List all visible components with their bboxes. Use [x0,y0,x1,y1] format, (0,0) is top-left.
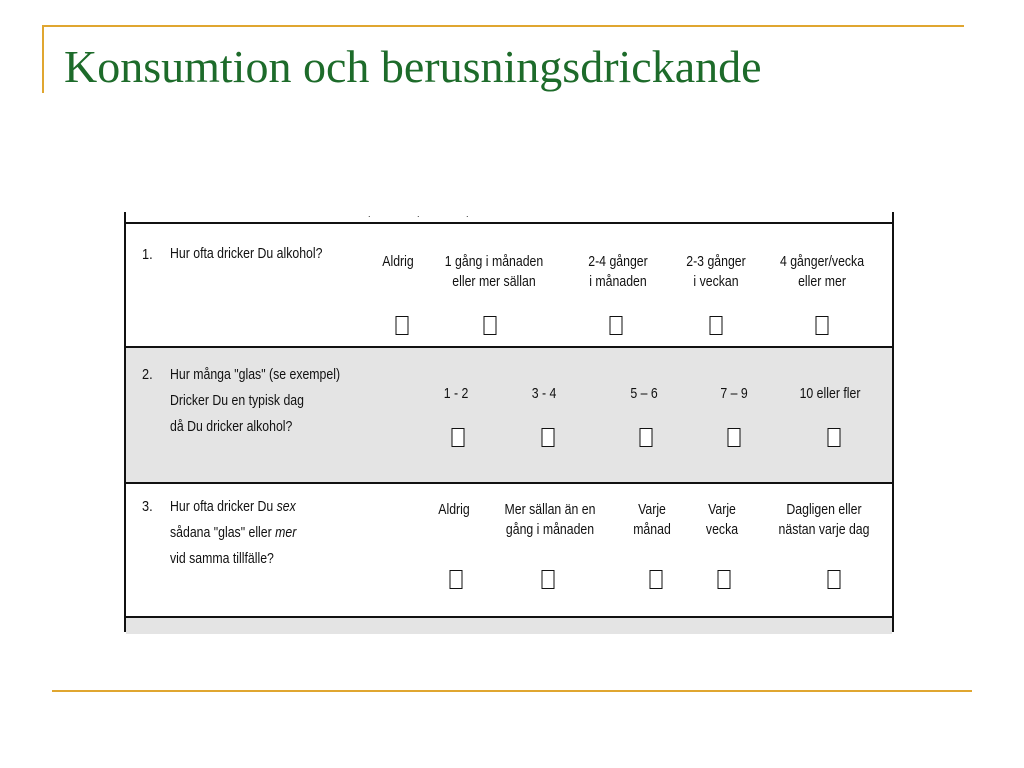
checkbox[interactable] [610,316,623,335]
option-label: 5 – 6 [630,385,658,402]
slide-title: Konsumtion och berusningsdrickande [64,41,762,92]
checkbox[interactable] [452,428,465,447]
option-label: 10 eller fler [799,385,861,402]
checkbox[interactable] [650,570,663,589]
question-text: Hur många "glas" (se exempel) Dricker Du en typisk dag då Du dricker alkohol? [170,366,341,435]
checkbox[interactable] [728,428,741,447]
question-text: Hur ofta dricker Du sex sådana "glas" eller mer vid samma tillfälle? [170,498,297,567]
question-text: Hur ofta dricker Du alkohol? [170,245,323,262]
checkbox[interactable] [542,428,555,447]
question-row-3 [126,482,892,616]
option-label: Dagligen eller nästan varje dag [778,501,870,538]
checkbox[interactable] [828,428,841,447]
option-label: 7 – 9 [720,385,748,402]
option-label: 1 - 2 [443,385,469,402]
question-row-1 [126,222,892,346]
option-label: Varje vecka [705,501,739,538]
question-number: 1. [142,246,153,263]
scan-artifact-dots: . . . [368,209,491,219]
accent-vertical-line [42,25,44,93]
checkbox[interactable] [542,570,555,589]
accent-bottom-line [52,690,972,692]
option-label: Aldrig [438,501,470,518]
option-label: 2-3 gånger i veckan [686,253,746,290]
checkbox[interactable] [816,316,829,335]
checkbox[interactable] [640,428,653,447]
checkbox[interactable] [396,316,409,335]
option-label: Varje månad [633,501,671,538]
accent-top-line [42,25,964,27]
option-label: 1 gång i månaden eller mer sällan [444,253,544,290]
checkbox[interactable] [828,570,841,589]
form-footer-band [126,616,892,634]
form-border-right [892,212,894,632]
question-row-2 [126,346,892,482]
question-number: 3. [142,498,153,515]
option-label: 2-4 gånger i månaden [588,253,648,290]
question-number: 2. [142,366,153,383]
checkbox[interactable] [484,316,497,335]
option-label: 3 - 4 [531,385,557,402]
option-label: Aldrig [382,253,414,270]
checkbox[interactable] [710,316,723,335]
checkbox[interactable] [718,570,731,589]
checkbox[interactable] [450,570,463,589]
option-label: 4 gånger/vecka eller mer [779,253,865,290]
option-label: Mer sällan än en gång i månaden [504,501,596,538]
questionnaire-image [124,209,894,632]
